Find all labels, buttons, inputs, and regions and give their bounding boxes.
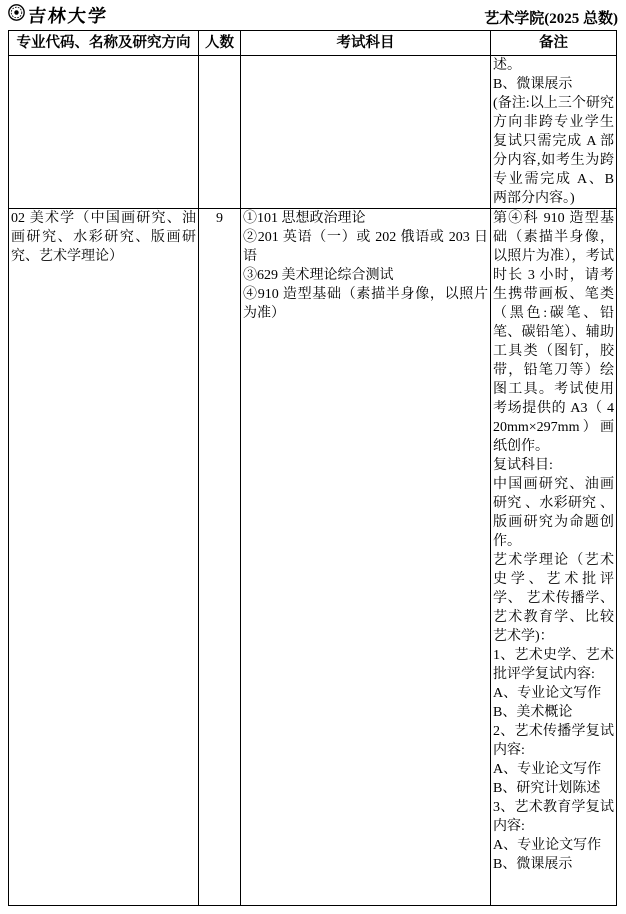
remark-line: B、微课展示 (493, 77, 573, 92)
remark-line: A、专业论文写作 (493, 686, 602, 701)
table-row (9, 56, 617, 209)
remark-line: 中国画研究、油画研究 、水彩研究 、版画研究为命题创作。 (493, 477, 614, 549)
remark-line: 复试科目: (493, 458, 553, 473)
program-cell (9, 209, 199, 906)
remark-line: 3、艺术教育学复试内容: (493, 800, 614, 834)
count-cell (199, 56, 241, 209)
college-title: 艺术学院(2025 总数) (484, 11, 618, 27)
count-cell: 9 (199, 209, 241, 906)
subject-line: ③629 美术理论综合测试 (243, 268, 394, 283)
remark-line: 第④科 910 造型基础（素描半身像，以照片为准），考试时长 3 小时，请考生携带画板、笔类（黑色:碳笔、铅笔、碳铅笔）、辅助工具类（图钉，胶带，铅笔刀等）绘图工具。考试使用考场提供的 A3（ 420mm×297mm）画纸创作。 (493, 211, 614, 454)
subject-line: ①101 思想政治理论 (243, 211, 366, 226)
program-cell (9, 56, 199, 209)
col-header-subjects: 考试科目 (241, 31, 491, 56)
page-header (8, 4, 618, 28)
remark-line: B、微课展示 (493, 857, 573, 872)
program-text: 02 美术学（中国画研究、油画研究、水彩研究、版画研究、艺术学理论） (11, 211, 196, 264)
subjects-cell (241, 56, 491, 209)
admissions-table (8, 30, 617, 906)
university-name: 吉林大学 (26, 6, 109, 27)
subject-line: ②201 英语（一）或 202 俄语或 203 日语 (243, 230, 488, 264)
remark-line: A、专业论文写作 (493, 762, 602, 777)
table-header-row (9, 31, 617, 56)
col-header-remarks: 备注 (491, 31, 617, 56)
university-brand (8, 2, 108, 28)
remarks-cell (491, 209, 617, 906)
col-header-count: 人数 (199, 31, 241, 56)
remark-line: 1、艺术史学、艺术批评学复试内容: (493, 648, 614, 682)
remark-line: A、专业论文写作 (493, 838, 602, 853)
table-row (9, 209, 617, 906)
remark-line: B、美术概论 (493, 705, 573, 720)
remark-line: 2、艺术传播学复试内容: (493, 724, 614, 758)
remark-line: (备注:以上三个研究方向非跨专业学生复试只需完成 A 部分内容,如考生为跨专业需完成 A、B 两部分内容。) (493, 96, 614, 206)
subjects-cell (241, 209, 491, 906)
remark-line: 艺术学理论（艺术史学、艺术批评学、 艺术传播学、艺术教育学、比较艺术学)： (493, 553, 614, 644)
remark-line: B、研究计划陈述 (493, 781, 601, 796)
university-seal-icon (8, 4, 25, 26)
remark-line: 述。 (493, 58, 521, 73)
remarks-cell (491, 56, 617, 209)
subject-line: ④910 造型基础（素描半身像，以照片为准） (243, 287, 488, 321)
col-header-program: 专业代码、名称及研究方向 (9, 31, 199, 56)
